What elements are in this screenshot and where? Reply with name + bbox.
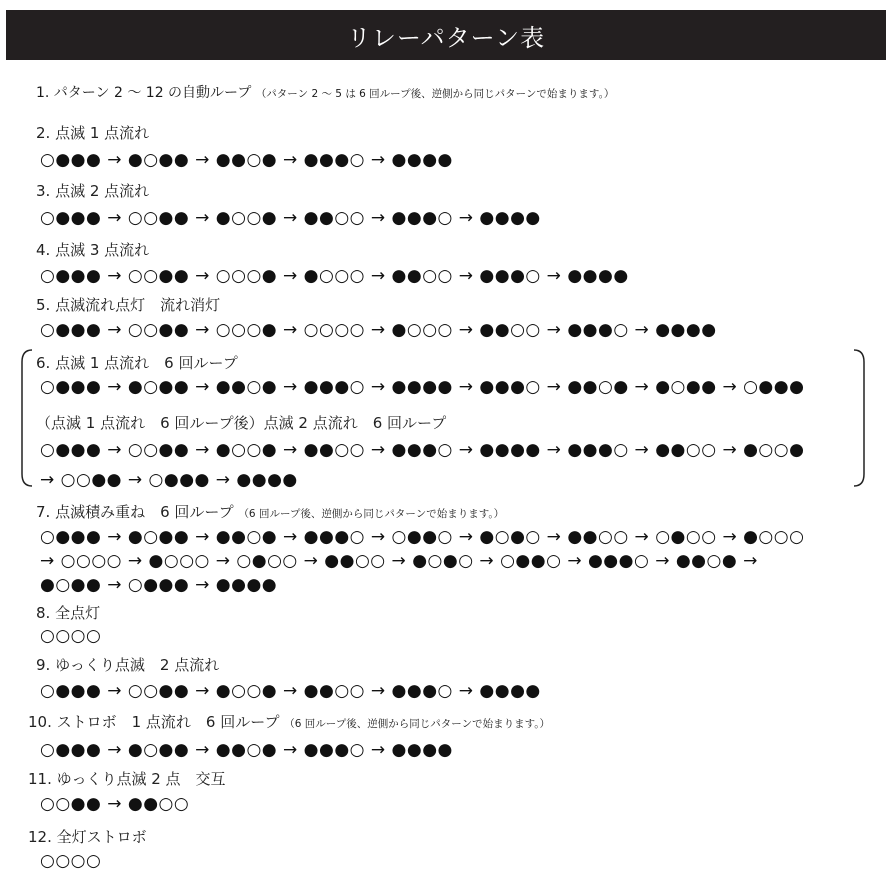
pattern-9-sequence: ○●●● → ○○●● → ●○○● → ●●○○ → ●●●○ → ●●●●	[40, 681, 541, 701]
pattern-6-sequence-2: ○●●● → ○○●● → ●○○● → ●●○○ → ●●●○ → ●●●● → ●●●○ → ●●○○ → ●○○●	[40, 440, 805, 460]
pattern-11-title: 11. ゆっくり点滅 2 点 交互	[28, 770, 226, 788]
pattern-12-sequence: ○○○○	[40, 851, 102, 871]
pattern-7-note: （6 回ループ後、逆側から同じパターンで始まります。）	[238, 508, 505, 520]
right-bracket	[852, 348, 868, 488]
pattern-6-sequence-3: → ○○●● → ○●●● → ●●●●	[40, 470, 298, 490]
pattern-7-sequence-1: ○●●● → ●○●● → ●●○● → ●●●○ → ○●●○ → ●○●○ → ●●○○ → ○●○○ → ●○○○	[40, 527, 805, 547]
pattern-8-title: 8. 全点灯	[36, 604, 101, 622]
pattern-11-sequence: ○○●● → ●●○○	[40, 794, 190, 814]
pattern-5-title: 5. 点滅流れ点灯 流れ消灯	[36, 296, 221, 314]
pattern-12-title: 12. 全灯ストロボ	[28, 828, 147, 846]
pattern-2-sequence: ○●●● → ●○●● → ●●○● → ●●●○ → ●●●●	[40, 150, 453, 170]
page-title: リレーパターン表	[346, 23, 546, 52]
intro-line	[36, 82, 614, 102]
pattern-10-note: （6 回ループ後、逆側から同じパターンで始まります。）	[284, 718, 550, 730]
intro-note: （パターン 2 ～ 5 は 6 回ループ後、逆側から同じパターンで始まります。）	[255, 88, 615, 100]
pattern-7-title: 7. 点滅積み重ね 6 回ループ	[36, 503, 234, 521]
pattern-3-sequence: ○●●● → ○○●● → ●○○● → ●●○○ → ●●●○ → ●●●●	[40, 208, 541, 228]
pattern-10-title: 10. ストロボ 1 点流れ 6 回ループ	[28, 713, 280, 731]
pattern-4-sequence: ○●●● → ○○●● → ○○○● → ●○○○ → ●●○○ → ●●●○ → ●●●●	[40, 266, 629, 286]
pattern-9-title: 9. ゆっくり点滅 2 点流れ	[36, 656, 220, 674]
pattern-7-sequence-2: → ○○○○ → ●○○○ → ○●○○ → ●●○○ → ●○●○ → ○●●○ → ●●●○ → ●●○● →	[40, 551, 758, 571]
pattern-5-sequence: ○●●● → ○○●● → ○○○● → ○○○○ → ●○○○ → ●●○○ → ●●●○ → ●●●●	[40, 320, 717, 340]
pattern-6-subtitle: （点滅 1 点流れ 6 回ループ後）点滅 2 点流れ 6 回ループ	[36, 414, 447, 432]
pattern-6-title: 6. 点滅 1 点流れ 6 回ループ	[36, 354, 238, 372]
left-bracket	[18, 348, 34, 488]
pattern-8-sequence: ○○○○	[40, 626, 102, 646]
pattern-7-sequence-3: ●○●● → ○●●● → ●●●●	[40, 575, 278, 595]
pattern-7-title-line	[36, 501, 504, 522]
pattern-3-title: 3. 点滅 2 点流れ	[36, 182, 150, 200]
pattern-4-title: 4. 点滅 3 点流れ	[36, 241, 150, 259]
pattern-6-sequence-1: ○●●● → ●○●● → ●●○● → ●●●○ → ●●●● → ●●●○ → ●●○● → ●○●● → ○●●●	[40, 377, 805, 397]
page-header	[6, 10, 886, 60]
pattern-10-sequence: ○●●● → ●○●● → ●●○● → ●●●○ → ●●●●	[40, 740, 453, 760]
pattern-10-title-line	[28, 711, 550, 732]
pattern-2-title: 2. 点滅 1 点流れ	[36, 124, 150, 142]
intro-main: 1. パターン 2 ～ 12 の自動ループ	[36, 85, 252, 101]
